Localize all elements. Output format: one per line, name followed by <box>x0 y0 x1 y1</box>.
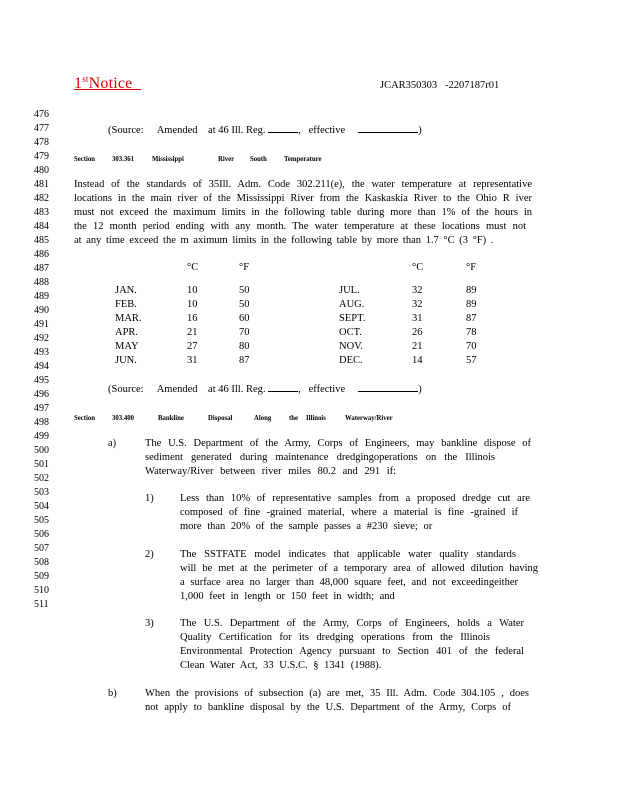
month-cell: APR. <box>115 327 139 338</box>
line-number: 510 <box>34 585 49 596</box>
month-cell: MAR. <box>115 313 142 324</box>
line-number: 493 <box>34 347 49 358</box>
fahrenheit-cell: 87 <box>239 355 250 366</box>
line-number: 500 <box>34 445 49 456</box>
line-number: 479 <box>34 151 49 162</box>
month-cell: AUG. <box>339 299 365 310</box>
line-number: 499 <box>34 431 49 442</box>
month-cell: SEPT. <box>339 313 366 324</box>
fahrenheit-cell: 89 <box>466 299 477 310</box>
celsius-header: °C <box>187 262 199 273</box>
fahrenheit-cell: 50 <box>239 299 250 310</box>
line-number: 504 <box>34 501 49 512</box>
celsius-cell: 16 <box>187 313 198 324</box>
fahrenheit-header: °F <box>466 262 477 273</box>
register-blank <box>268 123 298 133</box>
register-blank <box>268 382 298 392</box>
line-number: 488 <box>34 277 49 288</box>
line-number: 501 <box>34 459 49 470</box>
celsius-cell: 14 <box>412 355 423 366</box>
line-number: 480 <box>34 165 49 176</box>
line-number: 494 <box>34 361 49 372</box>
celsius-cell: 10 <box>187 299 198 310</box>
line-number: 508 <box>34 557 49 568</box>
line-number: 486 <box>34 249 49 260</box>
line-number: 497 <box>34 403 49 414</box>
month-cell: JUN. <box>115 355 137 366</box>
fahrenheit-cell: 78 <box>466 327 477 338</box>
celsius-cell: 21 <box>187 327 198 338</box>
fahrenheit-cell: 70 <box>466 341 477 352</box>
effective-date-blank <box>358 123 418 133</box>
month-cell: OCT. <box>339 327 362 338</box>
celsius-cell: 27 <box>187 341 198 352</box>
celsius-cell: 31 <box>412 313 423 324</box>
line-number: 502 <box>34 473 49 484</box>
notice-heading: 1stNotice <box>74 74 133 92</box>
line-number: 511 <box>34 599 49 610</box>
line-number: 509 <box>34 571 49 582</box>
fahrenheit-cell: 70 <box>239 327 250 338</box>
line-number: 482 <box>34 193 49 204</box>
line-number: 507 <box>34 543 49 554</box>
fahrenheit-cell: 57 <box>466 355 477 366</box>
fahrenheit-cell: 80 <box>239 341 250 352</box>
line-number: 483 <box>34 207 49 218</box>
line-number: 490 <box>34 305 49 316</box>
fahrenheit-cell: 60 <box>239 313 250 324</box>
fahrenheit-cell: 87 <box>466 313 477 324</box>
month-cell: DEC. <box>339 355 363 366</box>
line-number: 476 <box>34 109 49 120</box>
effective-date-blank <box>358 382 418 392</box>
line-number: 489 <box>34 291 49 302</box>
line-number: 505 <box>34 515 49 526</box>
line-number: 477 <box>34 123 49 134</box>
line-number: 484 <box>34 221 49 232</box>
celsius-cell: 31 <box>187 355 198 366</box>
line-number: 506 <box>34 529 49 540</box>
source-note-1: (Source: Amended at 46 Ill. Reg. , effective ) <box>108 125 422 136</box>
celsius-cell: 21 <box>412 341 423 352</box>
month-cell: NOV. <box>339 341 364 352</box>
month-cell: JUL. <box>339 285 360 296</box>
source-note-2: (Source: Amended at 46 Ill. Reg. , effective ) <box>108 384 422 395</box>
line-number: 496 <box>34 389 49 400</box>
celsius-cell: 10 <box>187 285 198 296</box>
line-number: 495 <box>34 375 49 386</box>
line-number: 485 <box>34 235 49 246</box>
line-number: 503 <box>34 487 49 498</box>
celsius-cell: 32 <box>412 299 423 310</box>
month-cell: MAY <box>115 341 139 352</box>
line-number: 487 <box>34 263 49 274</box>
month-cell: FEB. <box>115 299 137 310</box>
line-number: 491 <box>34 319 49 330</box>
jcar-identifier: JCAR350303 -2207187r01 <box>380 80 500 91</box>
celsius-cell: 26 <box>412 327 423 338</box>
fahrenheit-cell: 89 <box>466 285 477 296</box>
line-number: 498 <box>34 417 49 428</box>
celsius-header: °C <box>412 262 424 273</box>
line-number: 478 <box>34 137 49 148</box>
fahrenheit-cell: 50 <box>239 285 250 296</box>
line-number: 481 <box>34 179 49 190</box>
fahrenheit-header: °F <box>239 262 250 273</box>
celsius-cell: 32 <box>412 285 423 296</box>
month-cell: JAN. <box>115 285 137 296</box>
line-number: 492 <box>34 333 49 344</box>
document-page: 1stNotice JCAR350303 -2207187r01 476 477 478 479 480 481 482 483 484 485 486 487 488 489 490 491 492 493 494 495 496 497 498 499 500 501 502 503 504 505 506 507 508 509 510 511 (Source: Amended at 46 Ill. Reg. , effective ) Section 303.361 Mississippi River South Temperature Instead of the standards of 35Ill. Adm. Code 302.211(e), the water temperature at representative locations in the main river of the Mississippi River from the Kaskaskia River to the Ohio R iver must not exceed the maximum limits in the following table during more than 1% of the hours in the 12 month period ending with any month. The water temperature at these locations must not at any time exceed the m aximum limits in the following table by more than 1.7 °C (3 °F) . °C °F °C °F JAN. 10 50 FEB. 10 50 MAR. 16 60 APR. 21 70 MAY 27 80 JUN. 31 87 JUL. 32 89 AUG. 32 89 SEPT. 31 87 OCT. 26 78 NOV. 21 70 DEC. 14 57 (Source: Amended at 46 Ill. Reg. , effective ) Section 303.400 Bankline Disposal Along the Illinois Waterway/River a) The U.S. Department of the Army, Corps of Engineers, may bankline dispose of sediment generated during maintenance dredgingoperations on the Illinois Waterway/River between river miles 80.2 and 291 if: 1) Less than 10% of representative samples from a proposed dredge cut are composed of fine -grained material, where a material is fine -grained if more than 20% of the sample passes a #230 sieve; or 2) The SSTFATE model indicates that applicable water quality standards will be met at the perimeter of a temporary area of allowed dilution having a surface area no larger than 48,000 square feet, and not exceedingeither 1,000 feet in length or 150 feet in width; and 3) The U.S. Department of the Army, Corps of Engineers, holds a Water Quality Certification for its dredging operations from the Illinois Environmental Protection Agency pursuant to Section 401 of the federal Clean Water Act, 33 U.S.C. § 1341 (1988). b) When the provisions of subsection (a) are met, 35 Ill. Adm. Code 304.105 , does not apply to bankline disposal by the U.S. Department of the Army, Corps of <box>34 74 538 713</box>
